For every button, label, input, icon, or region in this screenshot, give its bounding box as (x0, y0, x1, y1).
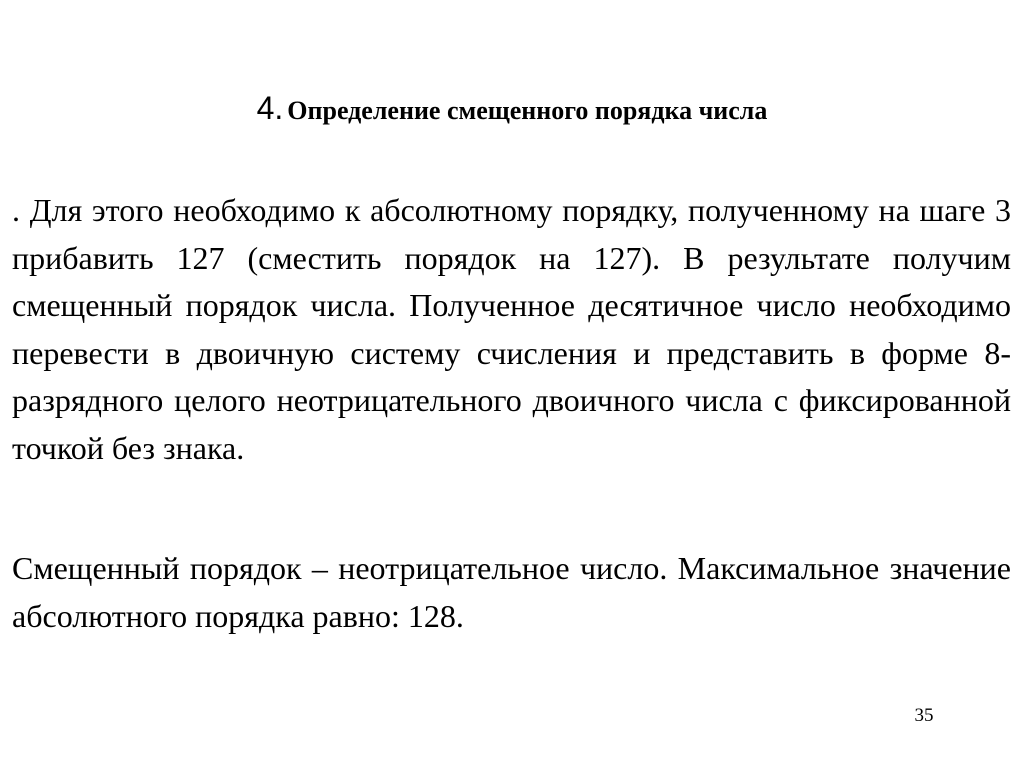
slide-title (0, 84, 1024, 139)
title-number: 4. (256, 90, 284, 126)
page-number: 35 (914, 705, 934, 726)
body-paragraph-1: . Для этого необходимо к абсолютному порядку, полученному на шаге 3 прибавить 127 (сместить порядок на 127). В результате получим смещенный порядок числа. Полученное десятичное число необходимо перевести в двоичную систему счисления и представить в форме 8- разрядного целого неотрицательного двоичного числа с фиксированной точкой без знака. (12, 192, 1011, 466)
title-text: Определение смещенного порядка числа (287, 96, 768, 125)
body-paragraph-2: Смещенный порядок – неотрицательное число. Максимальное значение абсолютного порядка равно: 128. (12, 550, 1011, 634)
